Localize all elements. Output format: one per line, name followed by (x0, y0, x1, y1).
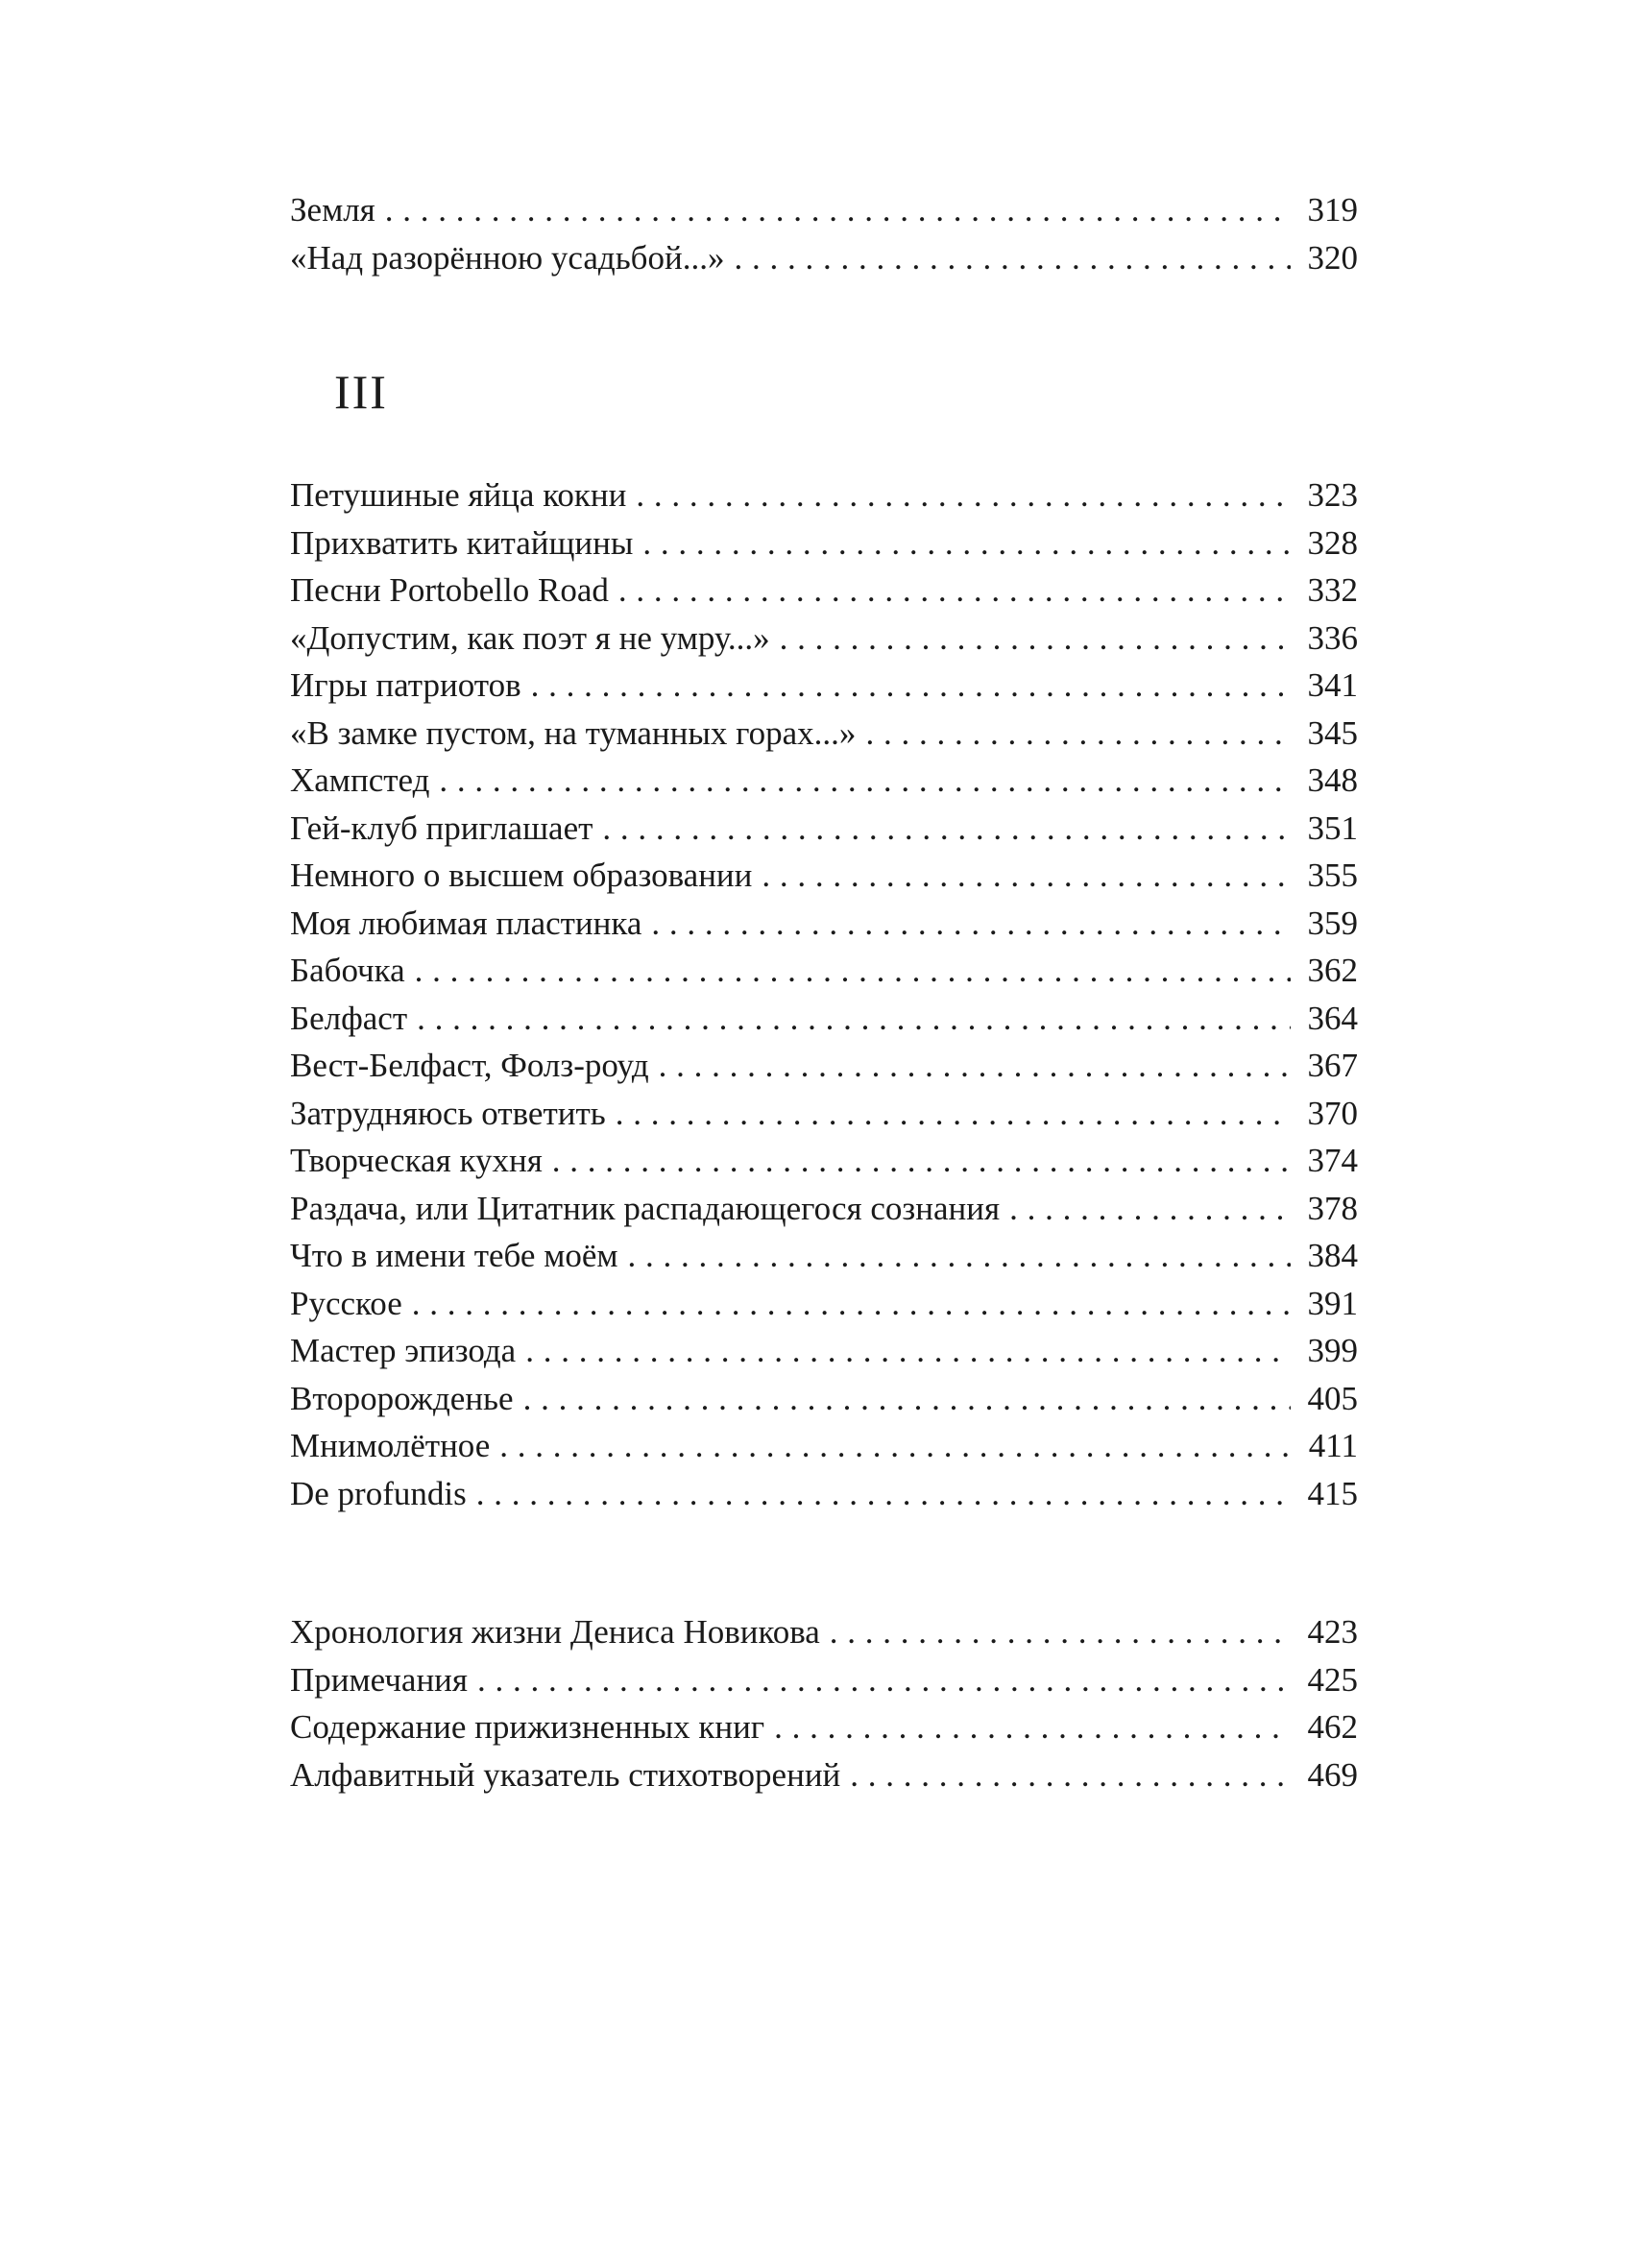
toc-entry-title: Затрудняюсь ответить (290, 1094, 606, 1132)
dot-leader (616, 1090, 1291, 1138)
toc-entry-title: Алфавитный указатель стихотворений (290, 1755, 841, 1794)
dot-leader (762, 852, 1291, 900)
toc-top-block (290, 186, 1358, 281)
toc-entry[interactable] (290, 662, 1358, 710)
dot-leader (439, 757, 1291, 805)
toc-entry-page: 319 (1307, 191, 1358, 229)
toc-entry-title: «Над разорённою усадьбой...» (290, 238, 725, 277)
toc-entry-page: 351 (1307, 808, 1358, 847)
toc-entry-page: 384 (1307, 1237, 1358, 1274)
toc-entry[interactable] (290, 1042, 1358, 1090)
toc-entry-title: Содержание прижизненных книг (290, 1708, 765, 1746)
toc-entry[interactable] (290, 805, 1358, 853)
dot-leader (774, 1703, 1291, 1751)
toc-entry-title: Белфаст (290, 999, 408, 1037)
toc-entry-page: 391 (1307, 1284, 1358, 1322)
toc-entry-title: De profundis (290, 1474, 467, 1512)
toc-entry-page: 399 (1307, 1332, 1358, 1369)
section-heading: III (334, 365, 388, 419)
toc-entry-title: Земля (290, 191, 375, 229)
dot-leader (1009, 1185, 1291, 1233)
toc-entry-title: Примечания (290, 1660, 469, 1699)
dot-leader (830, 1608, 1291, 1656)
dot-leader (642, 519, 1291, 567)
toc-entry[interactable] (290, 471, 1358, 519)
dot-leader (412, 1280, 1291, 1328)
toc-entry-page: 323 (1307, 476, 1358, 514)
dot-leader (636, 471, 1291, 519)
toc-entry[interactable] (290, 995, 1358, 1043)
dot-leader (552, 1137, 1291, 1185)
toc-entry-title: Петушиные яйца кокни (290, 476, 627, 514)
dot-leader (618, 567, 1291, 615)
toc-entry[interactable] (290, 1327, 1358, 1375)
toc-entry-page: 469 (1307, 1755, 1358, 1794)
toc-entry-title: Прихватить китайщины (290, 523, 634, 562)
toc-entry[interactable] (290, 186, 1358, 234)
toc-entry[interactable] (290, 519, 1358, 567)
toc-section-block (290, 471, 1358, 1517)
toc-entry[interactable] (290, 1232, 1358, 1280)
toc-entry-title: Гей-клуб приглашает (290, 808, 593, 847)
toc-entry[interactable] (290, 1703, 1358, 1751)
toc-entry-page: 370 (1307, 1094, 1358, 1132)
toc-entry-page: 364 (1307, 999, 1358, 1037)
toc-entry-page: 411 (1308, 1427, 1358, 1464)
toc-entry-page: 378 (1307, 1189, 1358, 1227)
dot-leader (476, 1470, 1291, 1518)
toc-entry-page: 415 (1307, 1474, 1358, 1512)
toc-entry-title: Немного о высшем образовании (290, 857, 753, 894)
toc-entry-page: 341 (1307, 666, 1358, 704)
toc-entry-title: Русское (290, 1284, 402, 1322)
toc-entry[interactable] (290, 615, 1358, 663)
dot-leader (385, 186, 1291, 234)
toc-entry[interactable] (290, 1656, 1358, 1704)
toc-entry-title: «Допустим, как поэт я не умру...» (290, 618, 770, 657)
dot-leader (780, 615, 1291, 663)
dot-leader (865, 710, 1291, 758)
dot-leader (415, 947, 1291, 995)
toc-entry-title: Хронология жизни Дениса Новикова (290, 1613, 820, 1651)
toc-entry-page: 367 (1307, 1047, 1358, 1084)
toc-entry-page: 362 (1307, 952, 1358, 989)
toc-entry-title: Песни Portobello Road (290, 571, 609, 609)
dot-leader (602, 805, 1291, 853)
toc-entry-page: 332 (1307, 571, 1358, 609)
toc-entry[interactable] (290, 567, 1358, 615)
toc-entry-page: 336 (1307, 618, 1358, 657)
dot-leader (417, 995, 1291, 1043)
toc-entry[interactable] (290, 947, 1358, 995)
toc-entry-title: Мнимолётное (290, 1427, 491, 1464)
toc-entry[interactable] (290, 757, 1358, 805)
dot-leader (523, 1375, 1291, 1423)
toc-entry[interactable] (290, 234, 1358, 282)
toc-entry-page: 462 (1307, 1708, 1358, 1746)
dot-leader (477, 1656, 1291, 1704)
toc-entry[interactable] (290, 852, 1358, 900)
toc-entry-page: 348 (1307, 761, 1358, 799)
toc-entry-page: 405 (1307, 1379, 1358, 1417)
toc-entry-page: 320 (1307, 238, 1358, 277)
toc-entry-title: Хампстед (290, 761, 430, 799)
toc-entry-title: Что в имени тебе моём (290, 1237, 618, 1274)
toc-entry-page: 328 (1307, 523, 1358, 562)
toc-entry-page: 423 (1307, 1613, 1358, 1651)
dot-leader (651, 900, 1291, 948)
dot-leader (531, 662, 1291, 710)
dot-leader (734, 234, 1291, 282)
dot-leader (659, 1042, 1291, 1090)
dot-leader (499, 1422, 1291, 1470)
toc-entry-page: 345 (1307, 713, 1358, 752)
toc-entry[interactable] (290, 1751, 1358, 1799)
toc-entry[interactable] (290, 1137, 1358, 1185)
toc-entry-title: Моя любимая пластинка (290, 904, 642, 942)
toc-entry-page: 355 (1307, 857, 1358, 894)
dot-leader (850, 1751, 1291, 1799)
toc-entry[interactable] (290, 1470, 1358, 1518)
toc-entry[interactable] (290, 1608, 1358, 1656)
toc-entry-title: Второрожденье (290, 1379, 514, 1417)
toc-entry-page: 425 (1307, 1660, 1358, 1699)
toc-entry-title: «В замке пустом, на туманных горах...» (290, 713, 857, 752)
toc-entry-page: 374 (1307, 1142, 1358, 1179)
toc-entry-title: Мастер эпизода (290, 1332, 517, 1369)
toc-entry[interactable] (290, 1185, 1358, 1233)
dot-leader (628, 1232, 1291, 1280)
toc-entry-title: Вест-Белфаст, Фолз-роуд (290, 1047, 649, 1084)
toc-entry[interactable] (290, 1280, 1358, 1328)
toc-entry[interactable] (290, 1090, 1358, 1138)
toc-entry[interactable] (290, 1375, 1358, 1423)
dot-leader (525, 1327, 1291, 1375)
toc-entry-title: Бабочка (290, 952, 405, 989)
toc-appendix-block (290, 1608, 1358, 1798)
toc-entry[interactable] (290, 900, 1358, 948)
toc-entry[interactable] (290, 1422, 1358, 1470)
toc-entry-title: Раздача, или Цитатник распадающегося сознания (290, 1189, 1001, 1227)
toc-entry-title: Игры патриотов (290, 666, 521, 704)
toc-entry[interactable] (290, 710, 1358, 758)
toc-entry-page: 359 (1307, 904, 1358, 942)
toc-entry-title: Творческая кухня (290, 1142, 543, 1179)
